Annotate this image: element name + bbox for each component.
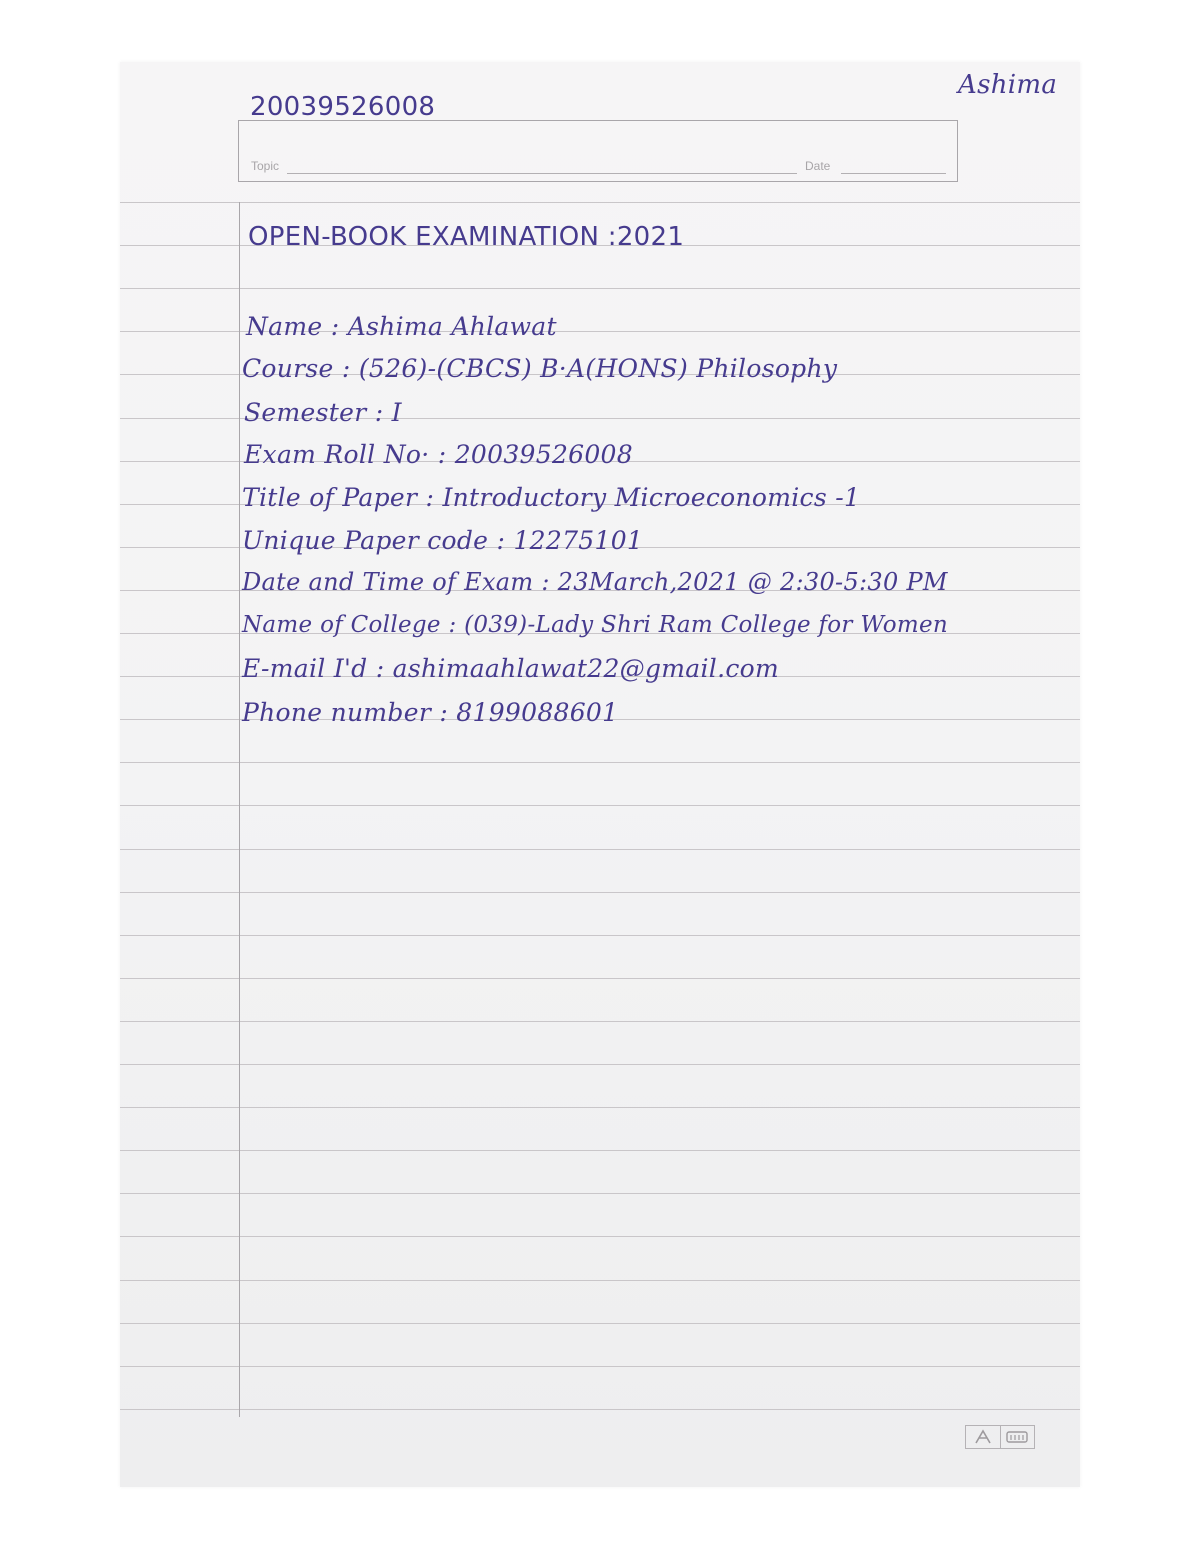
field-college: Name of College : (039)-Lady Shri Ram College for Women [242,612,948,638]
topic-label: Topic [251,159,280,173]
ruled-line [120,1323,1080,1324]
field-name: Name : Ashima Ahlawat [246,312,557,341]
roll-number-top: 20039526008 [250,92,436,122]
date-label: Date [805,159,831,173]
ruled-line [120,288,1080,289]
field-course: Course : (526)-(CBCS) B·A(HONS) Philosophy [242,354,838,383]
date-rule [841,173,946,174]
field-phone: Phone number : 8199088601 [242,698,619,727]
signature-top-right: Ashima [958,70,1058,100]
topic-date-header [238,120,958,182]
ruled-line [120,1107,1080,1108]
ruled-line [120,1236,1080,1237]
notebook-page [120,62,1080,1487]
ruled-line [120,935,1080,936]
notebook-brand-logo-icon [965,1425,1035,1449]
field-semester: Semester : I [244,398,402,427]
exam-title: OPEN-BOOK EXAMINATION :2021 [248,222,685,252]
ruled-line [120,1021,1080,1022]
field-paper-code: Unique Paper code : 12275101 [242,526,644,555]
brand-emblem-icon [966,1426,1001,1448]
field-paper-title: Title of Paper : Introductory Microeconomics -1 [242,483,861,512]
field-roll-number: Exam Roll No· : 20039526008 [244,440,633,469]
ruled-line [120,1193,1080,1194]
ruled-line [120,762,1080,763]
ruled-line [120,1409,1080,1410]
ruled-line [120,849,1080,850]
ruled-line [120,1366,1080,1367]
field-exam-datetime: Date and Time of Exam : 23March,2021 @ 2:30-5:30 PM [242,568,948,596]
ruled-line [120,1150,1080,1151]
ruled-line [120,1064,1080,1065]
ruled-line [120,978,1080,979]
margin-line [239,202,240,1417]
topic-rule [287,173,797,174]
brand-mark-icon [1001,1426,1035,1448]
ruled-line [120,892,1080,893]
ruled-line [120,1280,1080,1281]
field-email: E-mail I'd : ashimaahlawat22@gmail.com [242,654,779,683]
ruled-line [120,202,1080,203]
ruled-line [120,805,1080,806]
